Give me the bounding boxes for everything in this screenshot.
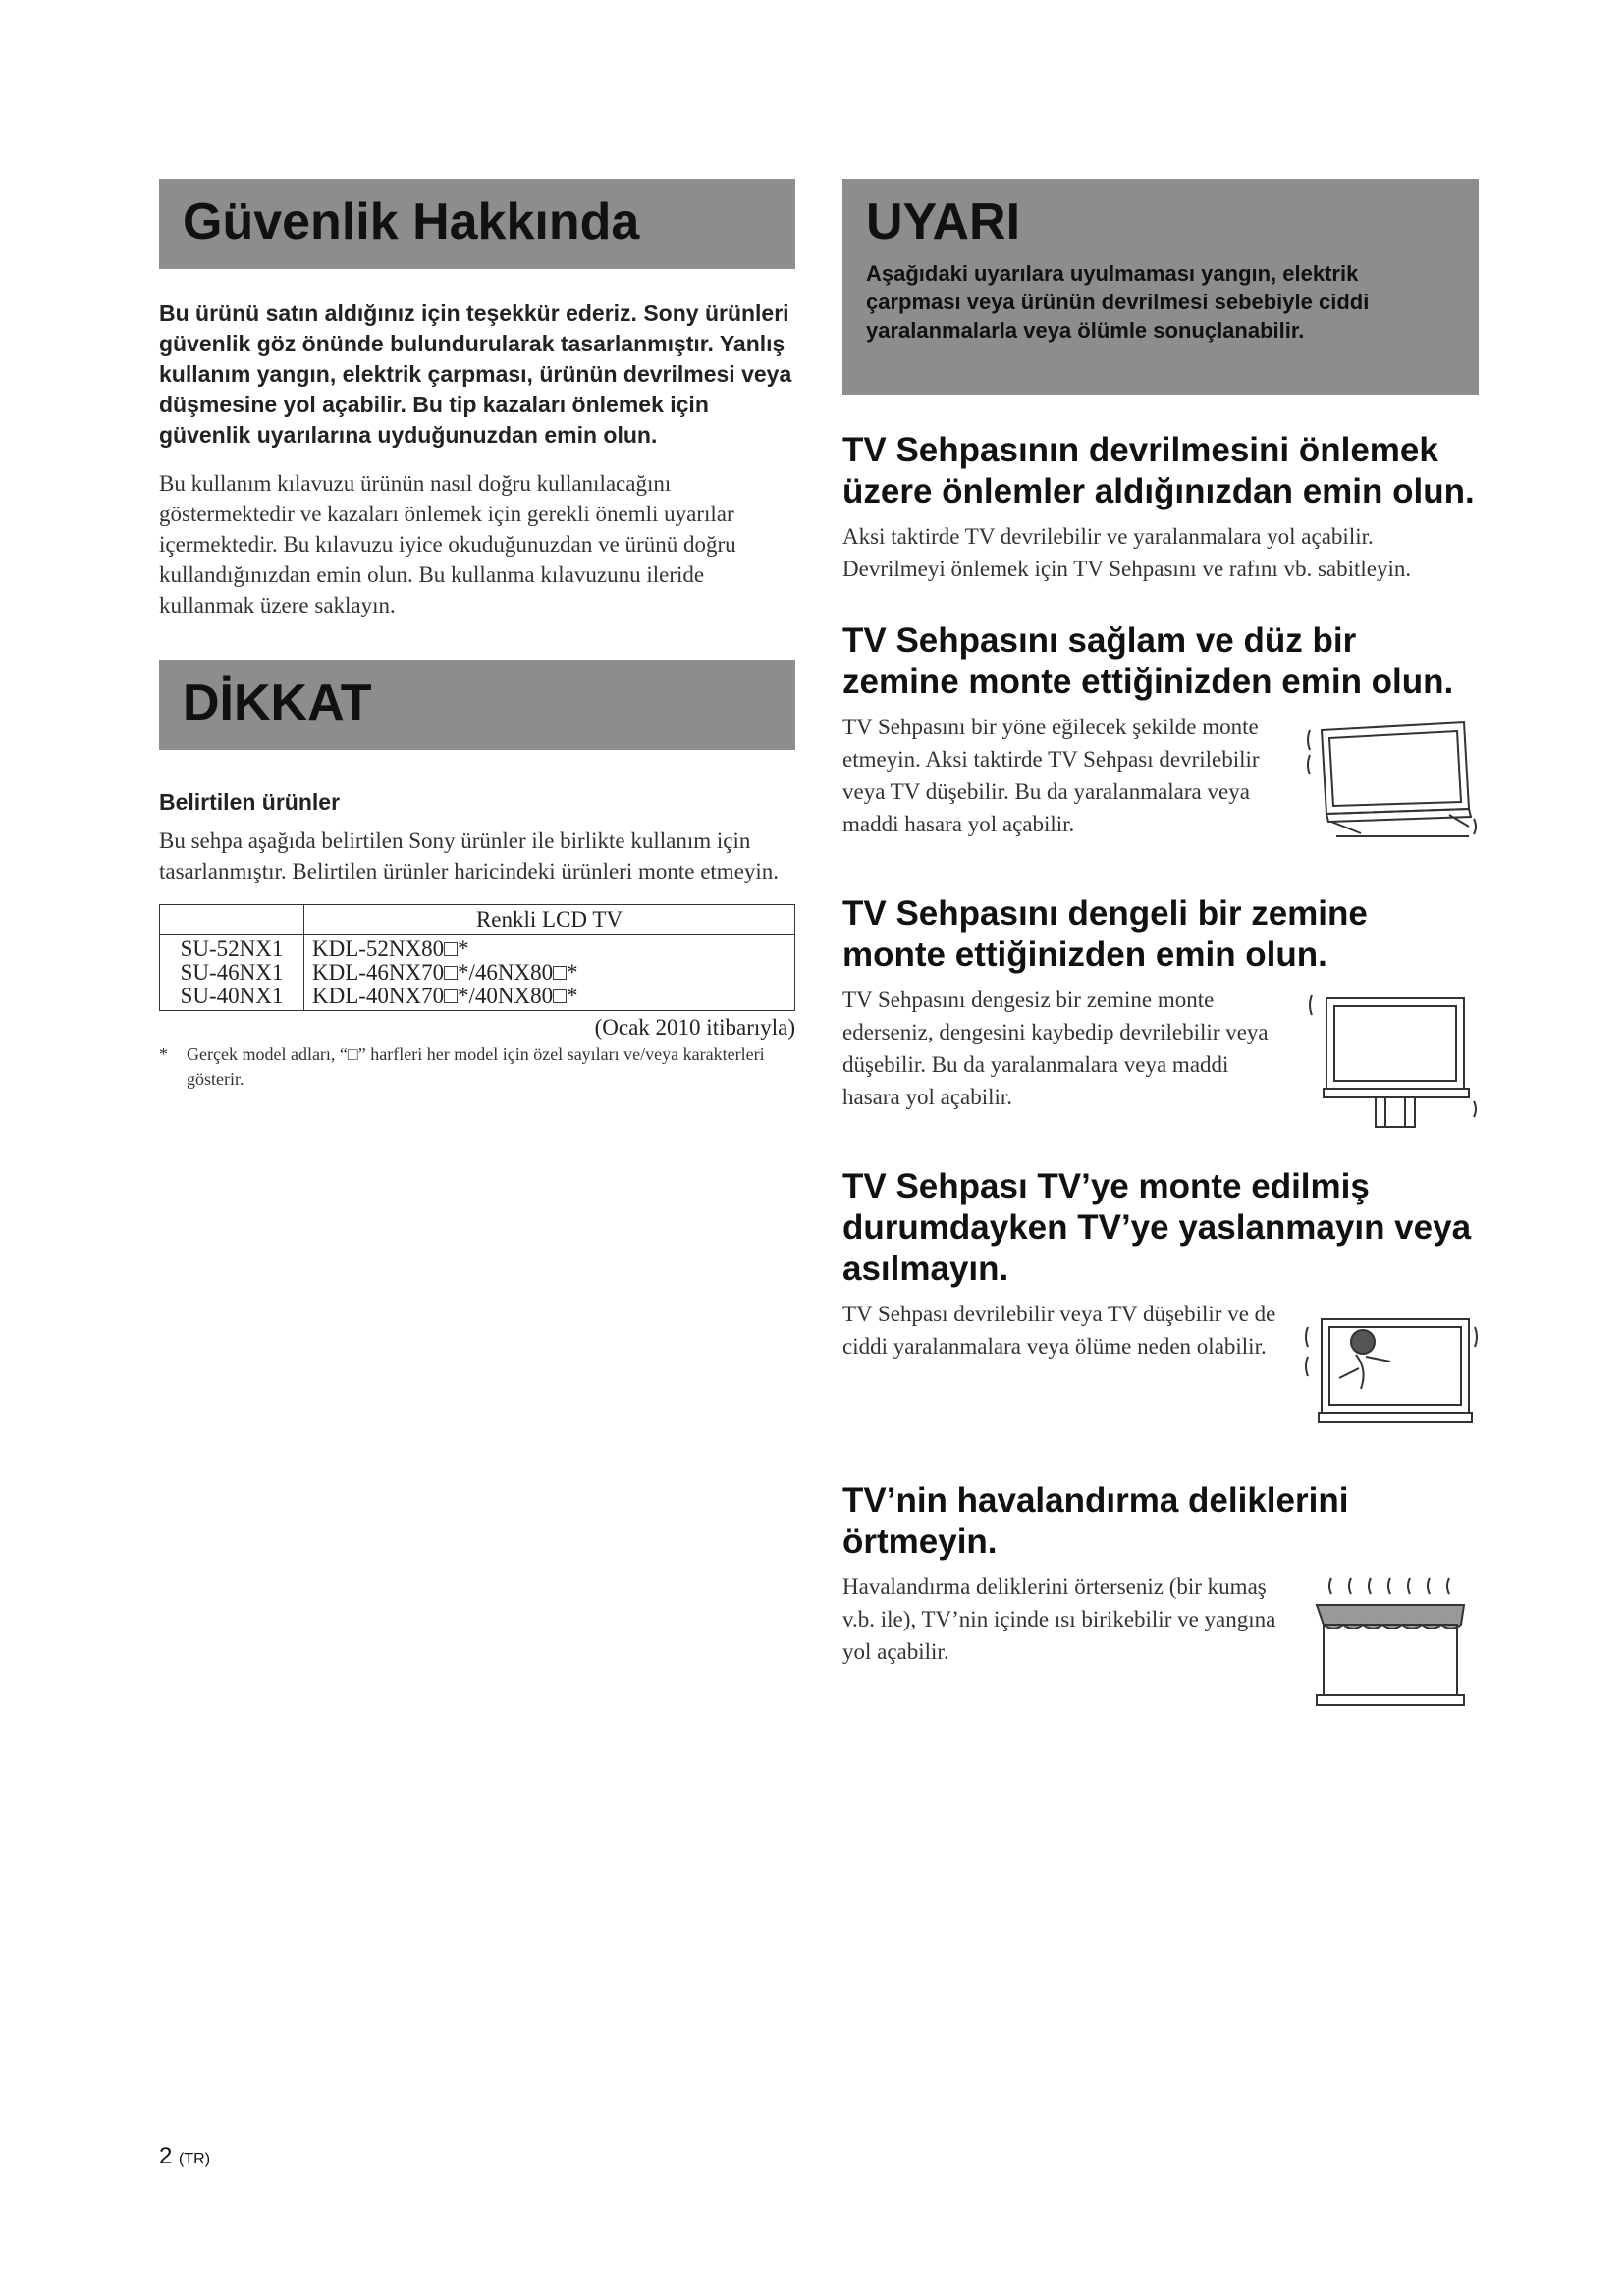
thank-you-lead: Bu ürünü satın aldığınız için teşekkür ederiz. Sony ürünleri güvenlik göz önünde bulundurularak tasarlanmıştır. Yanlış kullanım yangın, elektrik çarpması, ürünün devrilmesi veya düşmesine yol açabilir. Bu tip kazaları önlemek için güvenlik uyarılarına uyduğunuzdan emin olun. [159, 300, 792, 448]
section-title: TV’nin havalandırma deliklerini örtmeyin. [842, 1481, 1349, 1561]
tilted-tv-illustration [1302, 711, 1479, 858]
stand-model: SU-52NX1 [180, 936, 284, 961]
unstable-tv-illustration [1302, 984, 1479, 1131]
warning-banner [842, 179, 1479, 395]
left-column [159, 179, 795, 1092]
caution-banner-title: DİKKAT [183, 674, 372, 731]
tv-model: KDL-52NX80□* [312, 936, 469, 961]
footnote-text: Gerçek model adları, “□” harfleri her model için özel sayıları ve/veya karakterleri gösterir. [187, 1044, 765, 1089]
leaning-child-illustration [1302, 1298, 1479, 1445]
warning-section [842, 430, 1479, 585]
section-body: TV Sehpası devrilebilir veya TV düşebilir ve de ciddi yaralanmalara veya ölüme neden olabilir. [842, 1302, 1276, 1359]
warning-section [842, 1166, 1479, 1445]
table-header-blank [160, 905, 304, 935]
tv-models-cell [304, 935, 795, 1011]
page-number-value: 2 [159, 2143, 173, 2169]
warning-banner-title: UYARI [866, 193, 1021, 250]
section-title: TV Sehpasını sağlam ve düz bir zemine monte ettiğinizden emin olun. [842, 621, 1454, 701]
stand-model: SU-40NX1 [180, 984, 284, 1008]
table-row [160, 935, 795, 1011]
footnote-mark: * [159, 1044, 168, 1064]
section-body: Havalandırma deliklerini örterseniz (bir kumaş v.b. ile), TV’nin içinde ısı birikebilir ve yangına yol açabilir. [842, 1575, 1276, 1664]
tv-model: KDL-40NX70□*/40NX80□* [312, 984, 578, 1008]
page-number [159, 2143, 210, 2170]
table-header-tv: Renkli LCD TV [304, 905, 795, 935]
page-language: (TR) [179, 2151, 211, 2167]
stand-models-cell [160, 935, 304, 1011]
section-title: TV Sehpasını dengeli bir zemine monte ettiğinizden emin olun. [842, 894, 1368, 974]
products-text: Bu sehpa aşağıda belirtilen Sony ürünler ile birlikte kullanım için tasarlanmıştır. Belirtilen ürünler haricindeki ürünleri monte etmeyin. [159, 828, 780, 883]
section-title: TV Sehpasının devrilmesini önlemek üzere önlemler aldığınızdan emin olun. [842, 431, 1475, 510]
safety-banner-title: Güvenlik Hakkında [183, 193, 640, 250]
section-title: TV Sehpası TV’ye monte edilmiş durumdayken TV’ye yaslanmayın veya asılmayın. [842, 1167, 1472, 1288]
warning-banner-text: Aşağıdaki uyarılara uyulmaması yangın, elektrik çarpması veya ürünün devrilmesi sebebiyle ciddi yaralanmalarla veya ölümle sonuçlanabilir. [866, 261, 1370, 343]
section-body: TV Sehpasını bir yöne eğilecek şekilde monte etmeyin. Aksi taktirde TV Sehpası devrilebilir veya TV düşebilir. Bu da yaralanmalara veya maddi hasara yol açabilir. [842, 715, 1260, 836]
covered-vents-illustration [1302, 1571, 1479, 1718]
warning-section [842, 893, 1479, 1131]
products-table [159, 904, 795, 1011]
warning-section [842, 1480, 1479, 1718]
caution-banner [159, 660, 795, 750]
warning-section [842, 620, 1479, 858]
footnote [159, 1042, 795, 1092]
stand-model: SU-46NX1 [180, 960, 284, 985]
section-body: Aksi taktirde TV devrilebilir ve yaralanmalara yol açabilir. Devrilmeyi önlemek için TV Sehpasını ve rafını vb. sabitleyin. [842, 524, 1412, 581]
right-column [842, 179, 1479, 1718]
manual-intro: Bu kullanım kılavuzu ürünün nasıl doğru kullanılacağını göstermektedir ve kazaları önlemek için gerekli önemli uyarılar içermektedir. Bu kılavuzu iyice okuduğunuzdan ve ürünü doğru kullandığınızdan emin olun. Bu kullanma kılavuzunu ileride kullanmak üzere saklayın. [159, 471, 736, 617]
safety-banner [159, 179, 795, 269]
products-heading: Belirtilen ürünler [159, 789, 341, 815]
table-header-row [160, 905, 795, 935]
tv-model: KDL-46NX70□*/46NX80□* [312, 960, 578, 985]
section-body: TV Sehpasını dengesiz bir zemine monte ederseniz, dengesini kaybedip devrilebilir veya düşebilir. Bu da yaralanmalara veya maddi hasara yol açabilir. [842, 988, 1269, 1109]
date-note: (Ocak 2010 itibarıyla) [594, 1015, 795, 1040]
